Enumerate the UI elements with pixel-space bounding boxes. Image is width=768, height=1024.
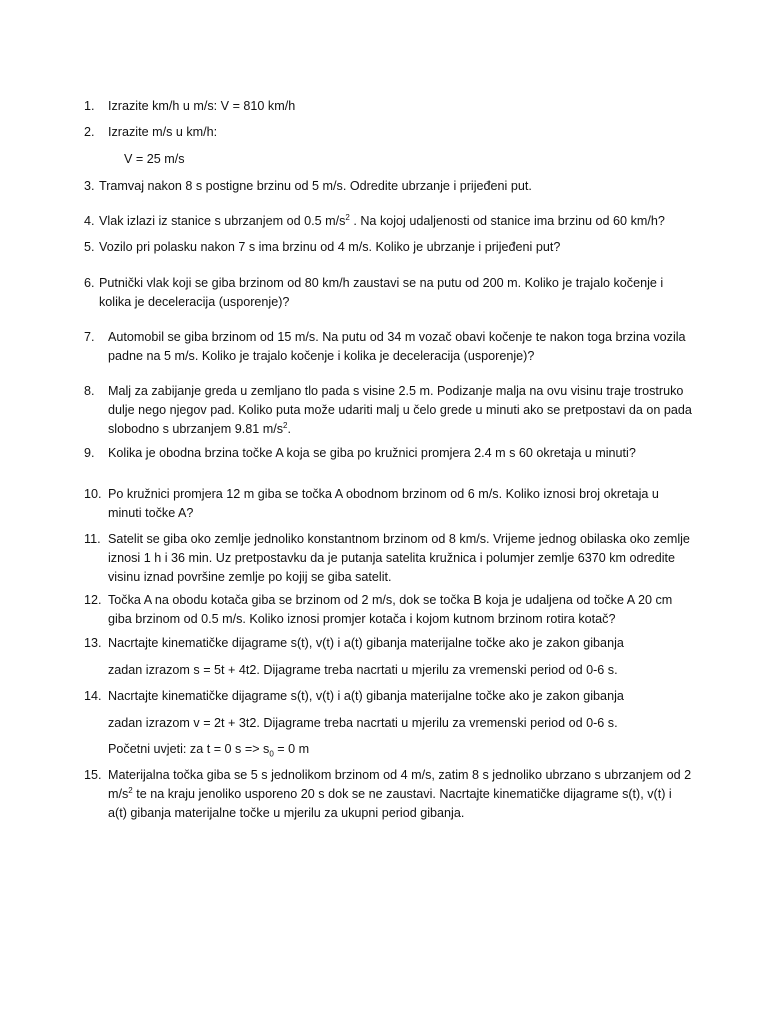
question-5 [84, 238, 694, 257]
question-number: 4. [84, 214, 95, 228]
question-13 [84, 634, 694, 653]
question-number: 5. [84, 240, 95, 254]
question-6 [84, 274, 694, 312]
question-number: 12. [84, 593, 102, 607]
question-number: 11. [84, 532, 101, 546]
question-number: 8. [84, 384, 95, 398]
question-number: 3. [84, 179, 95, 193]
question-15 [84, 766, 694, 823]
question-number: 14. [84, 689, 102, 703]
question-7 [84, 328, 694, 366]
question-text: Kolika je obodna brzina točke A koja se giba po kružnici promjera 2.4 m s 60 okretaja u minuti? [108, 446, 636, 460]
question-10 [84, 485, 694, 523]
question-text: Tramvaj nakon 8 s postigne brzinu od 5 m/s. Odredite ubrzanje i prijeđeni put. [99, 179, 532, 193]
question-14-formula: zadan izrazom v = 2t + 3t2. Dijagrame treba nacrtati u mjerilu za vremenski period od 0-6 s. [108, 716, 618, 730]
question-text: Nacrtajte kinematičke dijagrame s(t), v(t) i a(t) gibanja materijalne točke ako je zakon gibanja [108, 689, 624, 703]
question-text: Automobil se giba brzinom od 15 m/s. Na putu od 34 m vozač obavi kočenje te nakon toga brzina vozila padne na 5 m/s. Koliko je trajalo kočenje i kolika je deceleracija (usporenje)? [108, 330, 686, 363]
question-14 [84, 687, 694, 706]
question-text: Malj za zabijanje greda u zemljano tlo pada s visine 2.5 m. Podizanje malja na ovu visinu traje trostruko dulje nego njegov pad. Koliko puta može udariti malj u čelo grede u minuti ako se pretpostavi da on pada slobodno s ubrzanjem 9.81 $m/s^2$. [108, 384, 692, 436]
question-12 [84, 591, 694, 629]
question-3 [84, 177, 694, 196]
question-1 [84, 97, 694, 116]
question-number: 10. [84, 487, 102, 501]
question-number: 15. [84, 768, 102, 782]
question-text: Vlak izlazi iz stanice s ubrzanjem od 0.5 $m/s^2$ . Na kojoj udaljenosti od stanice ima brzinu od 60 km/h? [99, 212, 665, 228]
question-11 [84, 530, 694, 587]
question-text: Izrazite m/s u km/h: [108, 125, 218, 139]
question-2 [84, 123, 694, 142]
question-number: 6. [84, 276, 95, 290]
question-number: 13. [84, 636, 102, 650]
question-4 [84, 212, 694, 231]
question-2-value: V = 25 m/s [124, 152, 185, 166]
question-number: 9. [84, 446, 95, 460]
question-text: Satelit se giba oko zemlje jednoliko konstantnom brzinom od 8 km/s. Vrijeme jednog obilaska oko zemlje iznosi 1 h i 36 min. Uz pretpostavku da je putanja satelita kružnica i polumjer zemlje 6370 km odredite visinu iznad površine zemlje po kojij se giba satelit. [108, 532, 690, 584]
question-text: Izrazite km/h u m/s: V = 810 km/h [108, 99, 296, 113]
question-14-initial-conditions: Početni uvjeti: za t = 0 $s => s_0 = 0$ m [108, 742, 310, 759]
question-8 [84, 382, 694, 439]
question-9 [84, 444, 694, 463]
question-13-formula: zadan izrazom s = 5t + 4t2. Dijagrame treba nacrtati u mjerilu za vremenski period od 0-6 s. [108, 663, 618, 677]
question-number: 2. [84, 125, 95, 139]
question-text: Nacrtajte kinematičke dijagrame s(t), v(t) i a(t) gibanja materijalne točke ako je zakon gibanja [108, 636, 624, 650]
question-text: Putnički vlak koji se giba brzinom od 80 km/h zaustavi se na putu od 200 m. Koliko je trajalo kočenje i kolika je deceleracija (usporenje)? [99, 276, 664, 309]
question-text: Vozilo pri polasku nakon 7 s ima brzinu od 4 m/s. Koliko je ubrzanje i prijeđeni put? [99, 240, 561, 254]
question-number: 7. [84, 330, 95, 344]
question-text: Po kružnici promjera 12 m giba se točka A obodnom brzinom od 6 m/s. Koliko iznosi broj okretaja u minuti točke A? [108, 487, 659, 520]
question-number: 1. [84, 99, 95, 113]
question-text: Materijalna točka giba se 5 s jednolikom brzinom od 4 m/s, zatim 8 s jednoliko ubrzano s ubrzanjem od 2 $m/s^2$ te na kraju jenoliko usporeno 20 s dok se ne zaustavi. Nacrtajte kinematičke dijagrame s(t), v(t) i a(t) gibanja materijalne točke u mjerilu za ukupni period gibanja. [108, 768, 692, 820]
question-text: Točka A na obodu kotača giba se brzinom od 2 m/s, dok se točka B koja je udaljena od točke A 20 cm giba brzinom od 0.5 m/s. Koliko iznosi promjer kotača i kojom kutnom brzinom rotira kotač? [108, 593, 673, 626]
